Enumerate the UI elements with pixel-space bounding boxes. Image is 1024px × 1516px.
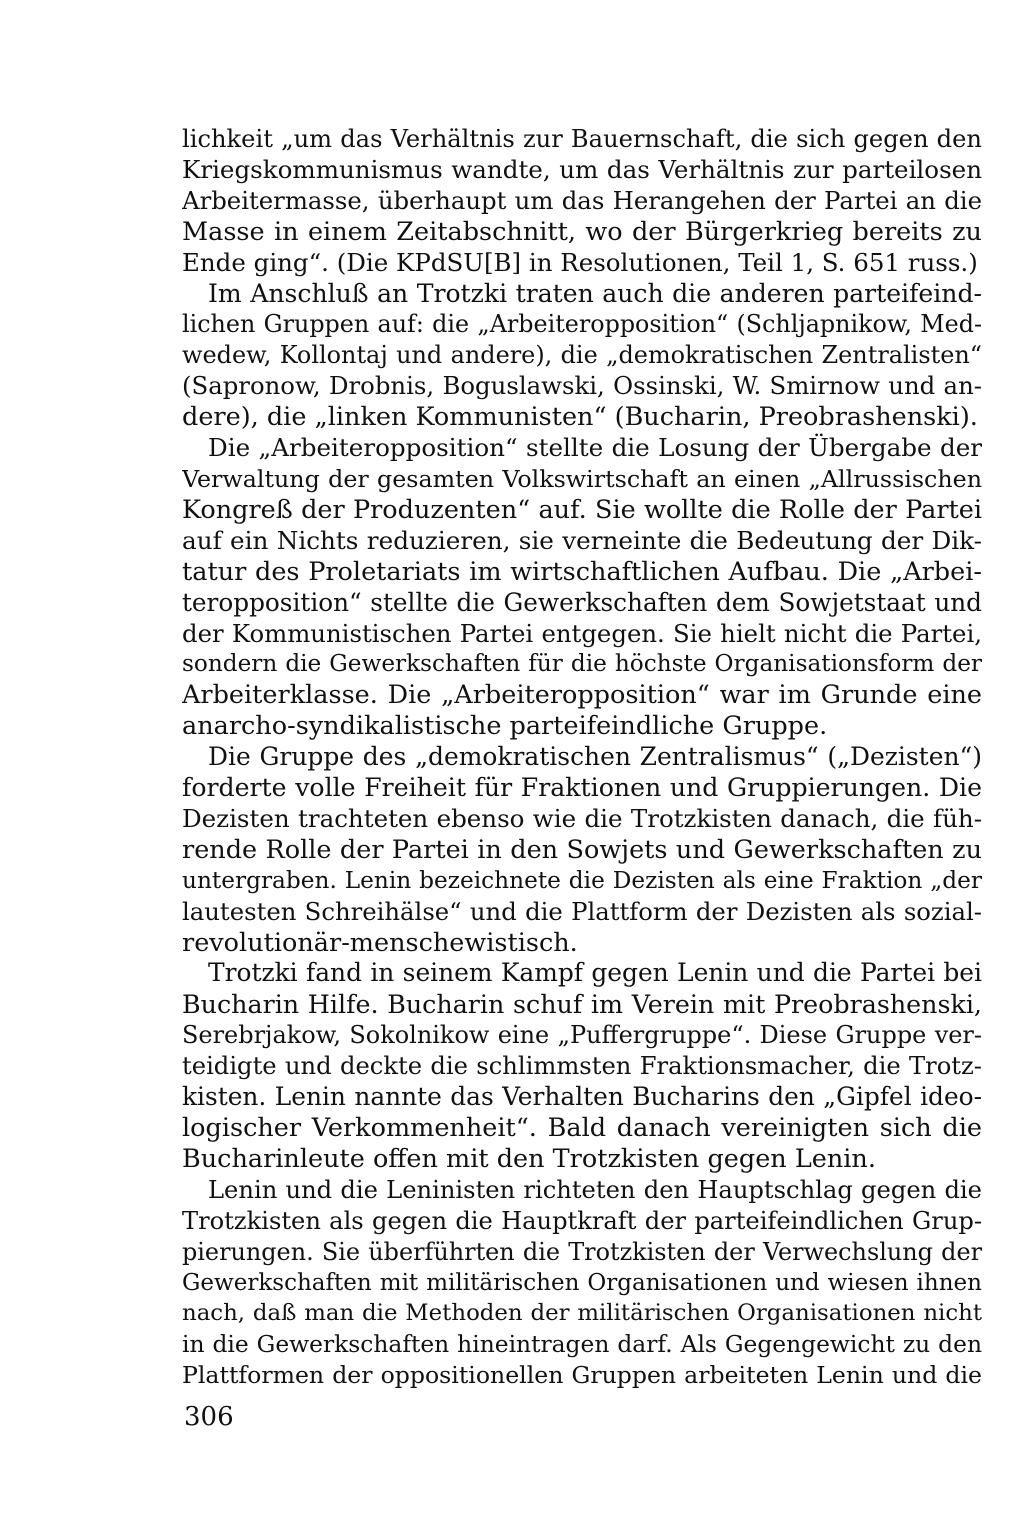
text-line: teropposition“ stellte die Gewerkschaften dem Sowjetstaat und <box>182 587 982 617</box>
text-line: pierungen. Sie überführten die Trotzkisten der Verwechslung der <box>182 1237 982 1266</box>
paragraph <box>182 279 982 434</box>
text-line: (Sapronow, Drobnis, Boguslawski, Ossinski, W. Smirnow und an- <box>182 371 982 401</box>
text-line: lichkeit „um das Verhältnis zur Bauernschaft, die sich gegen den <box>182 125 982 153</box>
paragraph <box>182 1175 982 1391</box>
text-line: Im Anschluß an Trotzki traten auch die anderen parteifeind- <box>208 278 982 308</box>
paragraph <box>182 433 982 742</box>
text-line: Serebrjakow, Sokolnikow eine „Puffergruppe“. Diese Gruppe ver- <box>182 1021 982 1050</box>
text-line: Die „Arbeiteropposition“ stellte die Losung der Übergabe der <box>208 433 982 463</box>
text-line: Kongreß der Produzenten“ auf. Sie wollte die Rolle der Partei <box>182 494 982 525</box>
paragraph <box>182 958 982 1174</box>
paragraph <box>182 742 982 958</box>
body-text <box>182 124 982 1391</box>
text-line: der Kommunistischen Partei entgegen. Sie hielt nicht die Partei, <box>182 618 982 648</box>
text-line: Dezisten trachteten ebenso wie die Trotzkisten danach, die füh- <box>182 803 982 833</box>
text-line: Lenin und die Leninisten richteten den Hauptschlag gegen die <box>208 1175 982 1204</box>
text-line: Masse in einem Zeitabschnitt, wo der Bürgerkrieg bereits zu <box>182 216 982 247</box>
text-line: Trotzki fand in seinem Kampf gegen Lenin und die Partei bei <box>208 958 982 988</box>
paragraph <box>182 124 982 279</box>
text-line: Gewerkschaften mit militärischen Organisationen und wiesen ihnen <box>182 1269 982 1296</box>
text-line: Verwaltung der gesamten Volkswirtschaft an einen „Allrussischen <box>182 464 982 493</box>
text-line: teidigte und deckte die schlimmsten Fraktionsmacher, die Trotz- <box>182 1052 982 1081</box>
text-line: Bucharin Hilfe. Bucharin schuf im Verein mit Preobrashenski, <box>182 989 982 1020</box>
text-line: sondern die Gewerkschaften für die höchste Organisationsform der <box>182 650 982 678</box>
text-line: forderte volle Freiheit für Fraktionen und Gruppierungen. Die <box>182 773 982 803</box>
text-line: Bucharinleute offen mit den Trotzkisten gegen Lenin. <box>182 1143 876 1174</box>
text-line: kisten. Lenin nannte das Verhalten Bucharins den „Gipfel ideo- <box>182 1082 982 1112</box>
text-line: tatur des Proletariats im wirtschaftlichen Aufbau. Die „Arbei- <box>182 556 982 587</box>
text-line: auf ein Nichts reduzieren, sie verneinte die Bedeutung der Dik- <box>182 525 982 555</box>
text-line: Plattformen der oppositionellen Gruppen arbeiteten Lenin und die <box>182 1361 982 1390</box>
text-line: untergraben. Lenin bezeichnete die Dezisten als eine Fraktion „der <box>182 866 982 894</box>
text-line: Arbeiterklasse. Die „Arbeiteropposition“ war im Grunde eine <box>182 680 982 711</box>
text-line: in die Gewerkschaften hineintragen darf. Als Gegengewicht zu den <box>182 1330 982 1359</box>
text-line: Arbeitermasse, überhaupt um das Herangehen der Partei an die <box>182 185 982 215</box>
text-line: anarcho-syndikalistische parteifeindliche Gruppe. <box>182 711 828 742</box>
text-line: nach, daß man die Methoden der militärischen Organisationen nicht <box>182 1300 982 1327</box>
text-line: dere), die „linken Kommunisten“ (Bucharin, Preobrashenski). <box>182 402 978 433</box>
text-line: lautesten Schreihälse“ und die Plattform der Dezisten als sozial- <box>182 896 982 926</box>
text-line: lichen Gruppen auf: die „Arbeiteropposition“ (Schljapnikow, Med- <box>182 310 982 339</box>
text-line: wedew, Kollontaj und andere), die „demokratischen Zentralisten“ <box>182 341 982 370</box>
text-line: Trotzkisten als gegen die Hauptkraft der parteifeindlichen Grup- <box>182 1206 982 1235</box>
text-line: revolutionär-menschewistisch. <box>182 927 578 958</box>
text-line: Ende ging“. (Die KPdSU[B] in Resolutionen, Teil 1, S. 651 russ.) <box>182 247 978 277</box>
text-line: logischer Verkommenheit“. Bald danach vereinigten sich die <box>182 1113 982 1143</box>
text-line: rende Rolle der Partei in den Sowjets und Gewerkschaften zu <box>182 834 982 865</box>
text-line: Die Gruppe des „demokratischen Zentralismus“ („Dezisten“) <box>208 742 982 772</box>
page-number: 306 <box>184 1402 234 1432</box>
text-line: Kriegskommunismus wandte, um das Verhältnis zur parteilosen <box>182 154 982 184</box>
